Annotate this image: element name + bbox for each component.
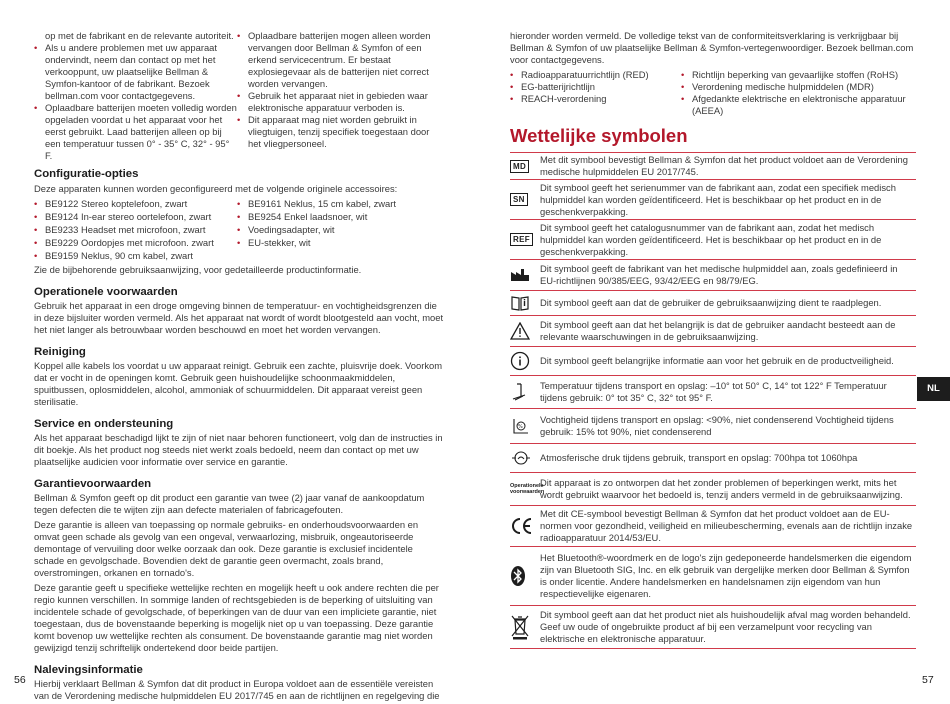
instructions-book-icon	[510, 295, 540, 311]
config-list-a	[34, 198, 237, 262]
symbol-text: Dit symbool geeft aan dat het belangrijk is dat de gebruiker aandacht besteedt aan de relevante waarschuwingen in de gebruiksaanwijzing.	[540, 319, 896, 342]
ref-label: REF	[510, 233, 533, 246]
safety-list-a	[34, 42, 237, 162]
symbol-row	[510, 409, 916, 444]
symbol-row	[510, 291, 916, 316]
symbol-row	[510, 153, 916, 180]
config-intro: Deze apparaten kunnen worden geconfigureerd met de volgende originele accessoires:	[34, 183, 398, 194]
operational-title: Operationele voorwaarden	[34, 286, 178, 298]
symbol-row	[510, 180, 916, 220]
warranty-text: Bellman & Symfon geeft op dit product een garantie van twee (2) jaar vanaf de aankoopdatum tegen defecten die te wijten zijn aan defecte materialen of fabricagefouten.	[34, 492, 425, 515]
service-title: Service en ondersteuning	[34, 418, 174, 430]
symbol-row	[510, 347, 916, 376]
compliance-text: Hierbij verklaart Bellman & Symfon dat dit product in Europa voldoet aan de essentiële vereisten van de Verordening medische hulpmiddelen EU 2017/745 en aan de richtlijnen en regelgeving die	[34, 678, 440, 701]
warning-triangle-icon	[510, 322, 540, 340]
accessory-item: • BE9254 Enkel laadsnoer, wit	[237, 211, 444, 223]
directive-lists	[510, 69, 916, 117]
safety-item: • Dit apparaat mag niet worden gebruikt in vliegtuigen, tenzij specifiek toegestaan door het vliegpersoneel.	[237, 114, 444, 150]
right-page	[510, 30, 916, 649]
accessory-item: • BE9229 Oordopjes met microfoon. zwart	[34, 237, 237, 249]
safety-column-b	[237, 30, 444, 162]
operational-conditions-label-icon	[510, 483, 545, 495]
symbol-text: Dit apparaat is zo ontworpen dat het zonder problemen of beperkingen werkt, mits het wordt gebruikt waarvoor het bedoeld is, tenzij anders vermeld in de gebruiksaanwijzing.	[540, 477, 903, 500]
accessory-item: • Voedingsadapter, wit	[237, 224, 444, 236]
safety-columns	[34, 30, 444, 162]
directive-item: • Verordening medische hulpmiddelen (MDR)	[681, 81, 916, 93]
symbol-row	[510, 547, 916, 606]
symbol-text: Dit symbool geeft aan dat de gebruiker de gebruiksaanwijzing dient te raadplegen.	[540, 297, 882, 308]
config-title: Configuratie-opties	[34, 168, 139, 180]
warranty-text: Deze garantie is alleen van toepassing op normale gebruiks- en onderhoudsvoorwaarden en omvat geen schade als gevolg van een ongeval, verwaarlozing, misbruik, ongeautoriseerde demontage of vervuiling door welke oorzaak dan ook. Deze garantie is exclusief incidentele schade en gevolgschade. Bovendien dekt de garantie geen overmacht, zoals brand, overstromingen, orkanen en tornado's.	[34, 519, 419, 578]
symbol-text: Het Bluetooth®-woordmerk en de logo's zijn gedeponeerde handelsmerken die eigendom zijn van Bluetooth SIG, Inc. en elk gebruik van dergelijke merken door Bellman & Symfon is onder licentie. Andere handelsmerken en handelsnamen zijn eigendom van hun respectievelijke eigenaren.	[540, 552, 912, 599]
symbol-row	[510, 606, 916, 649]
thermometer-icon	[510, 381, 540, 403]
accessory-item: • BE9233 Headset met microfoon, zwart	[34, 224, 237, 236]
symbol-text: Dit symbool geeft het catalogusnummer van de fabrikant aan, zodat het medisch hulpmiddel kan worden geïdentificeerd. Het is beschikbaar op het product en in de geschenkverpakking.	[540, 221, 882, 257]
symbol-text: Atmosferische druk tijdens gebruik, transport en opslag: 700hpa tot 1060hpa	[540, 452, 858, 463]
symbol-row	[510, 260, 916, 291]
symbol-text: Dit symbool geeft de fabrikant van het medische hulpmiddel aan, zoals gedefinieerd in EU-richtlijnen 90/385/EEG, 93/42/EEG en 98/79/EG.	[540, 263, 898, 286]
safety-column-a	[34, 30, 237, 162]
warranty-text: Deze garantie geeft u specifieke wettelijke rechten en mogelijk heeft u ook andere rechten die per regio kunnen verschillen. In sommige landen of rechtsgebieden is de beperking of uitsluiting van incidentele schade of gevolgschade, of beperkingen van de duur van een impliciete garantie, niet toegestaan, dus de bovenstaande beperking is mogelijk niet op u van toepassing. Deze garantie komt bovenop uw wettelijke rechten als consument. De bovenstaande garantie mag niet worden gewijzigd tenzij schriftelijk ondertekend door beide partijen.	[34, 582, 439, 653]
symbol-text: Temperatuur tijdens transport en opslag: –10° tot 50° C, 14° tot 122° F Temperatuur tijdens gebruik: 0° tot 35° C, 32° tot 95° F.	[540, 380, 887, 403]
symbol-row	[510, 316, 916, 347]
directive-item: • Afgedankte elektrische en elektronische apparatuur (AEEA)	[681, 93, 916, 117]
cleaning-text: Koppel alle kabels los voordat u uw apparaat reinigt. Gebruik een zachte, pluisvrije doek. Voorkom dat er vocht in de openingen komt. Gebruik geen huishoudelijke schoonmaakmiddelen, spuitbussen, oplosmiddelen, alcohol, ammoniak of schuurmiddelen. Dit apparaat vereist geen sterilisatie.	[34, 360, 443, 407]
factory-icon	[510, 268, 540, 282]
safety-continuation: op met de fabrikant en de relevante autoriteit.	[45, 30, 234, 41]
symbol-row	[510, 473, 916, 506]
ce-mark-icon	[510, 517, 540, 535]
directive-item: • Radioapparatuurrichtlijn (RED)	[510, 69, 681, 81]
safety-item: • Gebruik het apparaat niet in gebieden waar elektronische apparatuur verboden is.	[237, 90, 444, 114]
symbol-text: Vochtigheid tijdens transport en opslag: <90%, niet condenserend Vochtigheid tijdens gebruik: 15% tot 90%, niet condenserend	[540, 414, 894, 437]
symbol-text: Dit symbool geeft aan dat het product niet als huishoudelijk afval mag worden behandeld. Geef uw oude of ongebruikte product af bij een verzamelpunt voor recycling van elektrische en elektronische apparatuur.	[540, 609, 911, 644]
page-number-left: 56	[14, 674, 26, 686]
config-outro: Zie de bijbehorende gebruiksaanwijzing, voor gedetailleerde productinformatie.	[34, 264, 362, 275]
accessory-item: • EU-stekker, wit	[237, 237, 444, 249]
svg-text:%: %	[518, 424, 523, 430]
accessory-item: • BE9159 Neklus, 90 cm kabel, zwart	[34, 250, 237, 262]
safety-list-b	[237, 30, 444, 150]
config-list-b	[237, 198, 444, 262]
operational-label: Operationele voorwaarden	[510, 483, 545, 495]
symbol-text: Dit symbool geeft belangrijke informatie aan voor het gebruik en de productveiligheid.	[540, 355, 894, 366]
symbols-table	[510, 152, 916, 649]
symbol-row	[510, 506, 916, 547]
operational-text: Gebruik het apparaat in een droge omgeving binnen de temperatuur- en vochtigheidsgrenzen die in deze bijsluiter worden vermeld. Als het apparaat nat wordt of wordt blootgesteld aan vocht, moet het niet langer als betrouwbaar worden beschouwd en moet het worden vervangen.	[34, 300, 444, 335]
bluetooth-icon	[510, 565, 540, 587]
symbol-row	[510, 376, 916, 409]
accessory-item: • BE9124 In-ear stereo oortelefoon, zwart	[34, 211, 237, 223]
compliance-continuation: hieronder worden vermeld. De volledige tekst van de conformiteitsverklaring is verkrijgbaar bij Bellman & Symfon of uw plaatselijke Bellman & Symfon-vertegenwoordiger. Bezoek bellman.com voor contactgegevens.	[510, 30, 914, 65]
md-label-icon	[510, 160, 540, 173]
language-tab: NL	[917, 377, 950, 401]
sn-label: SN	[510, 193, 528, 206]
page-number-right: 57	[922, 674, 934, 686]
config-lists	[34, 198, 444, 262]
ref-label-icon	[510, 233, 540, 246]
sn-label-icon	[510, 193, 540, 206]
service-text: Als het apparaat beschadigd lijkt te zijn of niet naar behoren functioneert, volg dan de instructies in dit boekje. Als het product nog steeds niet werkt zoals bedoeld, neem dan contact op met uw plaatselijke audicien voor informatie over service en garantie.	[34, 432, 443, 467]
md-label: MD	[510, 160, 529, 173]
info-icon	[510, 351, 540, 371]
symbol-text: Met dit CE-symbool bevestigt Bellman & Symfon dat het product voldoet aan de EU-normen voor gezondheid, veiligheid en milieubescherming, evenals aan de richtlijn inzake radioapparatuur 2014/53/EU.	[540, 508, 913, 543]
directive-item: • EG-batterijrichtlijn	[510, 81, 681, 93]
symbol-row	[510, 444, 916, 473]
symbol-text: Met dit symbool bevestigt Bellman & Symfon dat het product voldoet aan de Verordening medische hulpmiddelen EU 2017/745.	[540, 154, 908, 177]
atmospheric-pressure-icon	[510, 450, 540, 466]
safety-item: • Oplaadbare batterijen mogen alleen worden vervangen door Bellman & Symfon of een erkend servicecentrum. Er bestaat explosiegevaar als de batterijen niet correct worden vervangen.	[237, 30, 444, 90]
warranty-title: Garantievoorwaarden	[34, 478, 152, 490]
directive-list-b	[681, 69, 916, 117]
left-page	[34, 30, 444, 702]
accessory-item: • BE9161 Neklus, 15 cm kabel, zwart	[237, 198, 444, 210]
humidity-icon	[510, 415, 540, 437]
directive-item: • REACH-verordening	[510, 93, 681, 105]
directive-item: • Richtlijn beperking van gevaarlijke stoffen (RoHS)	[681, 69, 916, 81]
symbol-text: Dit symbool geeft het serienummer van de fabrikant aan, zodat een specifiek medisch hulpmiddel kan worden geïdentificeerd. Het is beschikbaar op het product en in de geschenkverpakking.	[540, 181, 896, 217]
weee-bin-icon	[510, 614, 540, 640]
compliance-title: Nalevingsinformatie	[34, 664, 143, 676]
accessory-item: • BE9122 Stereo koptelefoon, zwart	[34, 198, 237, 210]
safety-item: • Oplaadbare batterijen moeten volledig worden opgeladen voordat u het apparaat voor het eerst gebruikt. Laad batterijen alleen op bij een temperatuur tussen 0° - 35° C, 32° - 95° F.	[34, 102, 237, 162]
symbol-row	[510, 220, 916, 260]
legal-symbols-title: Wettelijke symbolen	[510, 125, 688, 146]
cleaning-title: Reiniging	[34, 346, 86, 358]
directive-list-a	[510, 69, 681, 117]
safety-item: • Als u andere problemen met uw apparaat ondervindt, neem dan contact op met het verkooppunt, uw plaatselijke Bellman & Symfon-kantoor of de fabrikant. Bezoek bellman.com voor contactgegevens.	[34, 42, 237, 102]
